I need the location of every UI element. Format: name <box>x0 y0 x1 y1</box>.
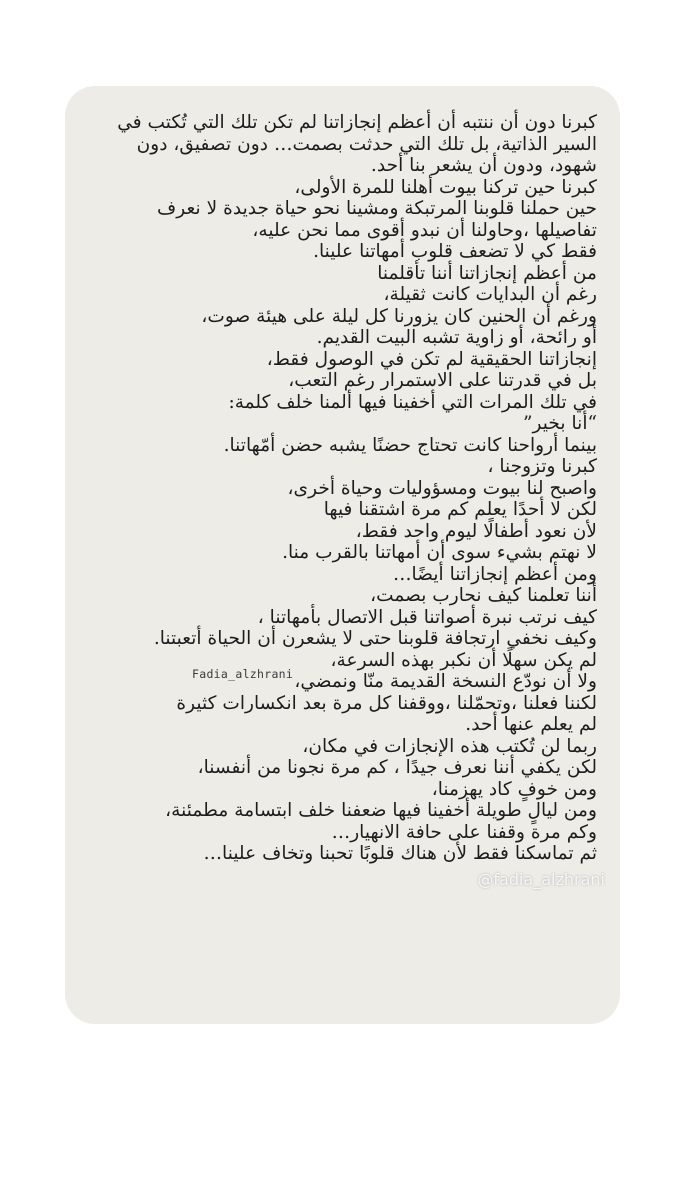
poem-line: تفاصيلها ،وحاولنا أن نبدو أقوى مما نحن عليه، <box>252 219 597 241</box>
poem-line: شهود، ودون أن يشعر بنا أحد. <box>370 155 597 176</box>
poem-line: لأن نعود أطفالًا ليوم واحد فقط، <box>355 520 597 542</box>
poem-line: ومن ليالٍ طويلة أخفينا فيها ضعفنا خلف ابتسامة مطمئنة، <box>165 800 597 821</box>
poem-line: فقط كي لا تضعف قلوب أمهاتنا علينا. <box>313 241 597 262</box>
poem-line: بينما أرواحنا كانت تحتاج حضنًا يشبه حضن أمّهاتنا. <box>223 434 597 456</box>
poem-text <box>67 112 597 865</box>
poem-line: بل في قدرتنا على الاستمرار رغم التعب، <box>288 370 597 391</box>
poem-line: لم يعلم عنها أحد. <box>465 714 597 735</box>
poem-line: رغم أن البدايات كانت ثقيلة، <box>383 284 597 305</box>
poem-line: واصبح لنا بيوت ومسؤوليات وحياة أخرى، <box>287 477 597 499</box>
poem-line: ومن خوفٍ كاد يهزمنا، <box>431 778 597 800</box>
poem-line: أننا تعلمنا كيف نحارب بصمت، <box>370 585 597 606</box>
poem-line: أو رائحة، أو زاوية تشبه البيت القديم. <box>316 327 597 348</box>
poem-line: كبرنا وتزوجنا ، <box>487 456 597 477</box>
poem-line: في تلك المرات التي أخفينا فيها ألمنا خلف كلمة: <box>228 391 597 413</box>
poem-line: لكن يكفي أننا نعرف جيدًا ، كم مرة نجونا من أنفسنا، <box>197 757 597 778</box>
poem-line: لا نهتم بشيء سوى أن أمهاتنا بالقرب منا. <box>282 542 597 563</box>
author-watermark: Fadia_alzhrani <box>192 667 294 681</box>
poem-line: “أنا بخير” <box>523 413 597 434</box>
poem-line: من أعظم إنجازاتنا أننا تأقلمنا <box>377 262 597 284</box>
poem-line: إنجازاتنا الحقيقية لم تكن في الوصول فقط، <box>266 348 597 370</box>
poem-line: لكن لا أحدًا يعلم كم مرة اشتقنا فيها <box>323 499 597 520</box>
poem-line: كبرنا حين تركنا بيوت أهلنا للمرة الأولى، <box>294 176 597 198</box>
poem-line: ثم تماسكنا فقط لأن هناك قلوبًا تحبنا وتخاف علينا… <box>203 843 597 864</box>
poem-line: كبرنا دون أن ننتبه أن أعظم إنجازاتنا لم تكن تلك التي تُكتب في <box>117 112 597 133</box>
poem-line: كيف نرتب نبرة أصواتنا قبل الاتصال بأمهاتنا ، <box>257 606 597 628</box>
poem-line: ورغم أن الحنين كان يزورنا كل ليلة على هيئة صوت، <box>201 305 597 327</box>
author-handle-watermark: @fadia_alzhrani <box>477 870 605 889</box>
poem-line: ربما لن تُكتب هذه الإنجازات في مكان، <box>302 735 597 757</box>
poem-line: السير الذاتية، بل تلك التي حدثت بصمت… دون تصفيق، دون <box>136 133 597 155</box>
poem-line: وكم مرة وقفنا على حافة الانهيار… <box>331 821 597 843</box>
poem-line: ولا أن نودّع النسخة القديمة منّا ونمضي، <box>294 671 597 692</box>
poem-line: حين حملنا قلوبنا المرتبكة ومشينا نحو حياة جديدة لا نعرف <box>156 198 597 219</box>
poem-line: لكننا فعلنا ،وتحمّلنا ،ووقفنا كل مرة بعد انكسارات كثيرة <box>176 692 597 714</box>
poem-line: وكيف نخفي ارتجافة قلوبنا حتى لا يشعرن أن الحياة أتعبتنا. <box>153 628 597 649</box>
poem-line: لم يكن سهلًا أن نكبر بهذه السرعة، <box>330 649 597 671</box>
poem-line: ومن أعظم إنجازاتنا أيضًا… <box>392 563 597 585</box>
